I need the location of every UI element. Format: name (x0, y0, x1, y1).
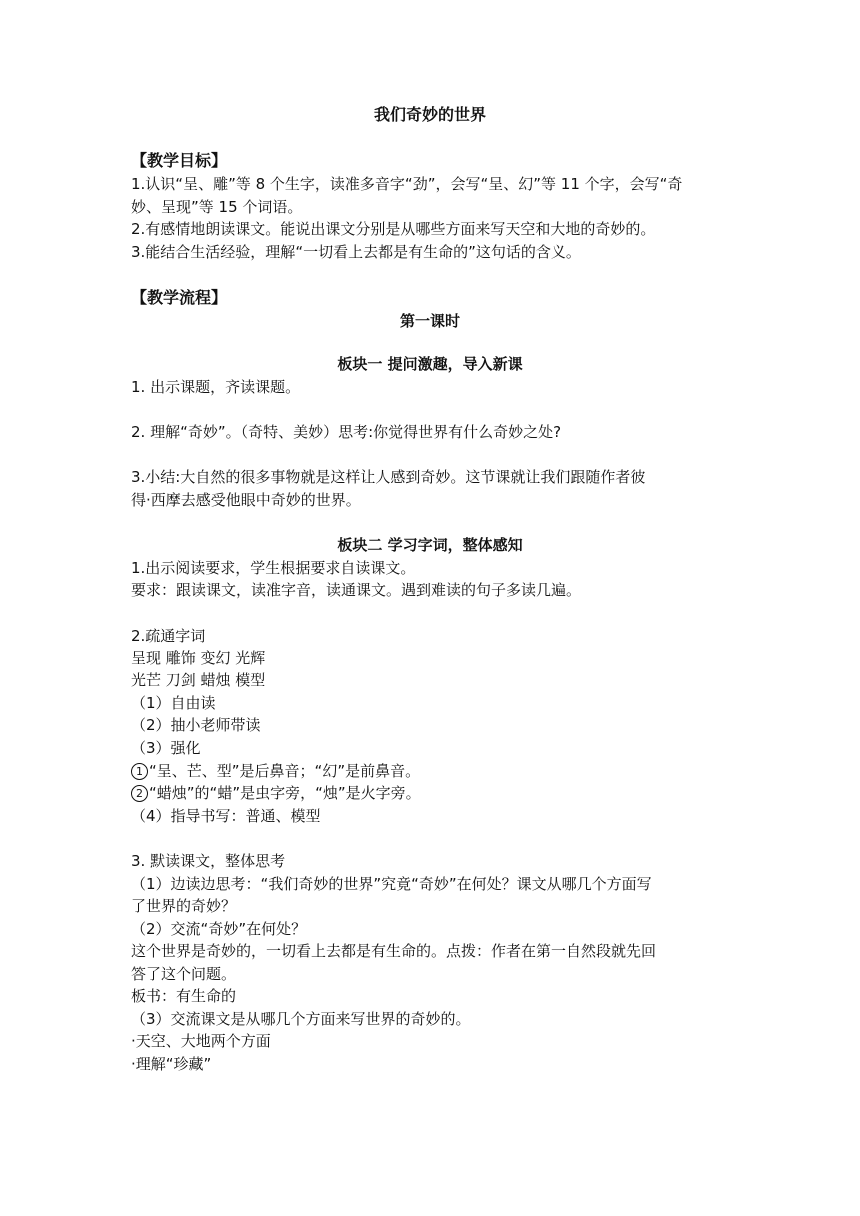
goal-2: 2.有感情地朗读课文。能说出课文分别是从哪些方面来写天空和大地的奇妙的。 (131, 220, 656, 238)
document-title: 我们奇妙的世界 (373, 105, 486, 124)
block-2-heading: 板块二 学习字词，整体感知 (337, 536, 523, 554)
block-2-item-2: 2.疏通字词 (131, 627, 206, 645)
circled-number-2: 2 (131, 785, 148, 802)
block-2-requirement: 要求：跟读课文，读准字音，读通课文。遇到难读的句子多读几遍。 (131, 581, 582, 599)
step-4: （4）指导书写：普通、模型 (131, 807, 321, 825)
block-1-item-3-line-2: 得·西摩去感受他眼中奇妙的世界。 (131, 491, 361, 509)
circled-point-2-text: “蜡烛”的“蜡”是虫字旁，“烛”是火字旁。 (149, 784, 421, 802)
goal-3: 3.能结合生活经验，理解“一切看上去都是有生命的”这句话的含义。 (131, 243, 581, 261)
question-3: （3）交流课文是从哪几个方面来写世界的奇妙的。 (131, 1010, 471, 1028)
answer-2-line-2: 答了这个问题。 (131, 965, 237, 983)
answer-2-line-1: 这个世界是奇妙的，一切看上去都是有生命的。点拨：作者在第一自然段就先回 (131, 942, 657, 960)
block-2-item-3: 3. 默读课文，整体思考 (131, 852, 286, 870)
block-1-item-1: 1. 出示课题，齐读课题。 (131, 378, 301, 396)
goal-1-line-2: 妙、呈现”等 15 个词语。 (131, 198, 303, 216)
goal-1-line-1: 1.认识“呈、雕”等 8 个生字，读准多音字“劲”，会写“呈、幻”等 11 个字，会写“奇 (131, 175, 683, 193)
word-list-2: 光芒 刀剑 蜡烛 模型 (131, 671, 266, 689)
flow-heading: 【教学流程】 (131, 288, 228, 307)
bullet-item-1: ·天空、大地两个方面 (131, 1032, 271, 1050)
step-3: （3）强化 (131, 739, 201, 757)
block-1-heading: 板块一 提问激趣，导入新课 (337, 355, 523, 373)
goals-heading: 【教学目标】 (131, 151, 228, 170)
circled-number-1: 1 (131, 763, 148, 780)
step-2: （2）抽小老师带读 (131, 716, 261, 734)
blackboard-note: 板书：有生命的 (131, 987, 237, 1005)
block-1-item-3-line-1: 3.小结:大自然的很多事物就是这样让人感到奇妙。这节课就让我们跟随作者彼 (131, 468, 646, 486)
circled-point-1 (131, 760, 741, 782)
word-list-1: 呈现 雕饰 变幻 光辉 (131, 649, 266, 667)
block-1-item-2: 2. 理解“奇妙”。（奇特、美妙）思考:你觉得世界有什么奇妙之处? (131, 423, 562, 441)
step-1: （1）自由读 (131, 694, 216, 712)
lesson-1-heading: 第一课时 (399, 312, 460, 330)
question-2: （2）交流“奇妙”在何处？ (131, 920, 307, 938)
circled-point-2 (131, 782, 741, 804)
question-1-line-2: 了世界的奇妙？ (131, 897, 237, 915)
bullet-item-2: ·理解“珍藏” (131, 1055, 212, 1073)
block-2-item-1: 1.出示阅读要求，学生根据要求自读课文。 (131, 559, 416, 577)
question-1-line-1: （1）边读边思考：“我们奇妙的世界”究竟“奇妙”在何处？课文从哪几个方面写 (131, 875, 652, 893)
circled-point-1-text: “呈、芒、型”是后鼻音；“幻”是前鼻音。 (149, 762, 421, 780)
